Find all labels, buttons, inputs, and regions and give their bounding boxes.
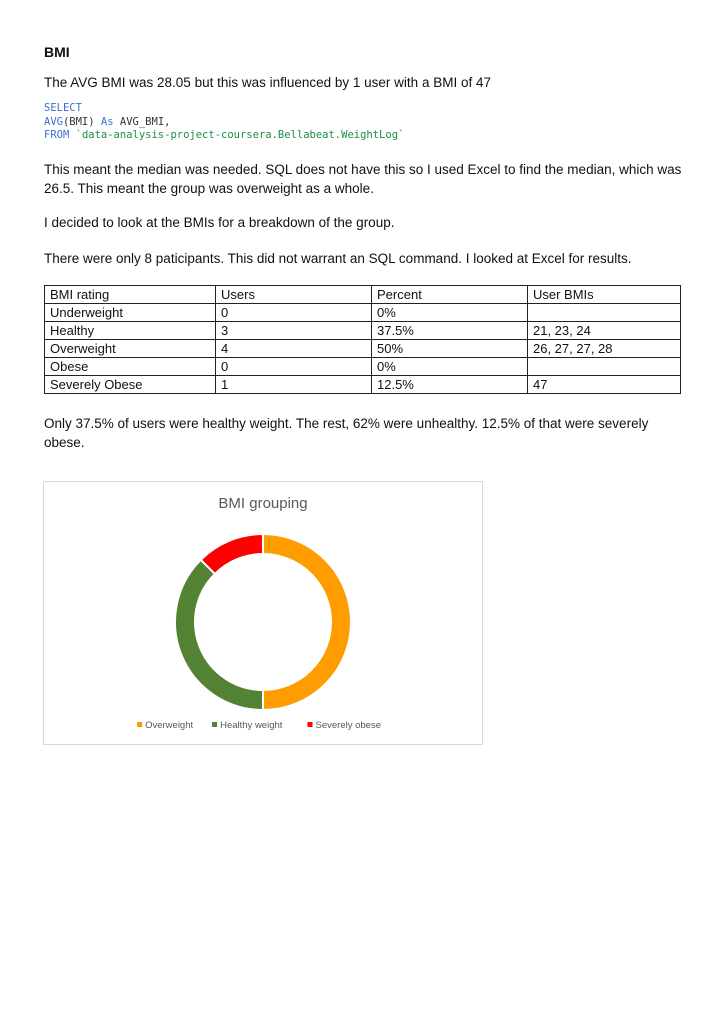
table-cell: Underweight [45, 304, 216, 322]
chart-slices [175, 534, 351, 710]
legend-label: Healthy weight [220, 720, 283, 731]
code-as-keyword: As [100, 115, 114, 128]
table-cell [528, 304, 681, 322]
table-cell: 1 [216, 376, 372, 394]
section-heading: BMI [44, 44, 70, 60]
code-from-keyword: FROM [44, 129, 70, 141]
table-row [45, 376, 681, 394]
intro-paragraph: The AVG BMI was 28.05 but this was influenced by 1 user with a BMI of 47 [44, 75, 491, 90]
table-cell: 47 [528, 376, 681, 394]
donut-slice-healthy-weight [175, 560, 263, 710]
table-cell: 4 [216, 340, 372, 358]
legend-label: Severely obese [315, 720, 381, 731]
table-row [45, 358, 681, 376]
code-alias: AVG_BMI, [113, 115, 171, 128]
code-table-name: `data-analysis-project-coursera.Bellabeat.WeightLog` [69, 129, 405, 141]
table-row [45, 322, 681, 340]
column-header: Users [216, 286, 372, 304]
breakdown-paragraph: I decided to look at the BMIs for a breakdown of the group. [44, 215, 395, 230]
legend-label: Overweight [145, 720, 194, 731]
table-header-row [45, 286, 681, 304]
legend-swatch [308, 722, 313, 727]
chart-legend [137, 720, 381, 731]
participants-paragraph: There were only 8 paticipants. This did not warrant an SQL command. I looked at Excel for results. [44, 251, 632, 266]
legend-swatch [212, 722, 217, 727]
sql-code-block [44, 102, 404, 143]
median-paragraph: This meant the median was needed. SQL does not have this so I used Excel to find the median, which was 26.5. This meant the group was overweight as a whole. [44, 162, 682, 196]
table-cell: Severely Obese [45, 376, 216, 394]
column-header: BMI rating [45, 286, 216, 304]
code-select-keyword: SELECT [44, 102, 82, 114]
table-cell: 0% [372, 304, 528, 322]
column-header: User BMIs [528, 286, 681, 304]
code-avg-function: AVG [44, 115, 63, 128]
table-cell: 3 [216, 322, 372, 340]
summary-paragraph: Only 37.5% of users were healthy weight. The rest, 62% were unhealthy. 12.5% of that were severely obese. [44, 416, 649, 450]
table-cell: 0% [372, 358, 528, 376]
legend-swatch [137, 722, 142, 727]
table-row [45, 340, 681, 358]
chart-title: BMI grouping [218, 495, 308, 512]
column-header: Percent [372, 286, 528, 304]
donut-chart-svg [44, 482, 482, 744]
table-cell: 0 [216, 304, 372, 322]
donut-slice-overweight [263, 534, 351, 710]
table-cell: 26, 27, 27, 28 [528, 340, 681, 358]
table-cell: Healthy [45, 322, 216, 340]
table-cell: 37.5% [372, 322, 528, 340]
table-cell: 21, 23, 24 [528, 322, 681, 340]
donut-slice-severely-obese [201, 534, 263, 574]
code-avg-args: (BMI) [62, 115, 101, 128]
table-cell: 50% [372, 340, 528, 358]
bmi-table [44, 285, 681, 394]
table-cell [528, 358, 681, 376]
table-cell: 0 [216, 358, 372, 376]
table-cell: Overweight [45, 340, 216, 358]
table-cell: 12.5% [372, 376, 528, 394]
donut-chart [43, 481, 483, 745]
table-cell: Obese [45, 358, 216, 376]
table-row [45, 304, 681, 322]
